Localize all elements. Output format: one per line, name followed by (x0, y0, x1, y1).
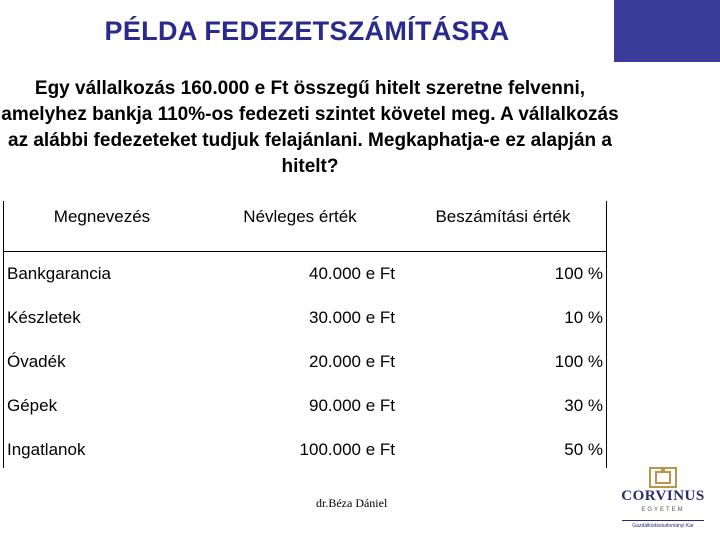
collateral-table (3, 199, 607, 472)
table-row (3, 252, 607, 297)
author-name: dr.Béza Dániel (316, 496, 388, 510)
problem-statement: Egy vállalkozás 160.000 e Ft összegű hitelt szeretne felvenni, amelyhez bankja 110%-os fedezeti szintet követel meg. A vállalkozás az alábbi fedezeteket tudjuk felajánlani. Megkaphatja-e ez alapján a hitelt? (1, 78, 619, 177)
cell-name: Készletek (7, 308, 81, 327)
table-row (3, 340, 607, 384)
slide-title: PÉLDA FEDEZETSZÁMÍTÁSRA (104, 15, 510, 46)
corvinus-logo (616, 466, 710, 534)
cell-nominal: 20.000 e Ft (308, 352, 395, 371)
cell-nominal: 40.000 e Ft (308, 264, 395, 283)
table-row (3, 384, 607, 428)
table-right-border (606, 201, 607, 468)
cell-rate: 10 % (564, 308, 603, 327)
header-name: Megnevezés (3, 199, 201, 252)
table-header-row (3, 199, 607, 252)
cell-name: Bankgarancia (7, 264, 111, 283)
table-row (3, 428, 607, 472)
cell-nominal: 90.000 e Ft (308, 396, 395, 415)
cell-rate: 100 % (554, 264, 603, 283)
logo-subtitle: EGYETEM (641, 507, 685, 513)
corvinus-emblem-icon (616, 466, 710, 490)
table-row (3, 296, 607, 340)
title-accent-block (614, 0, 720, 62)
logo-wordmark: CORVINUS (621, 488, 705, 504)
cell-name: Ingatlanok (7, 440, 86, 459)
cell-name: Gépek (7, 396, 58, 415)
table-left-border (3, 201, 4, 468)
header-rate: Beszámítási érték (399, 199, 607, 252)
cell-name: Óvadék (7, 352, 66, 371)
header-nominal: Névleges érték (201, 199, 399, 252)
cell-rate: 30 % (564, 396, 603, 415)
logo-faculty: Gazdálkodástudományi Kar (632, 523, 694, 529)
cell-rate: 50 % (564, 440, 603, 459)
logo-divider (622, 520, 704, 521)
cell-nominal: 30.000 e Ft (308, 308, 395, 327)
cell-nominal: 100.000 e Ft (299, 440, 395, 459)
cell-rate: 100 % (554, 352, 603, 371)
